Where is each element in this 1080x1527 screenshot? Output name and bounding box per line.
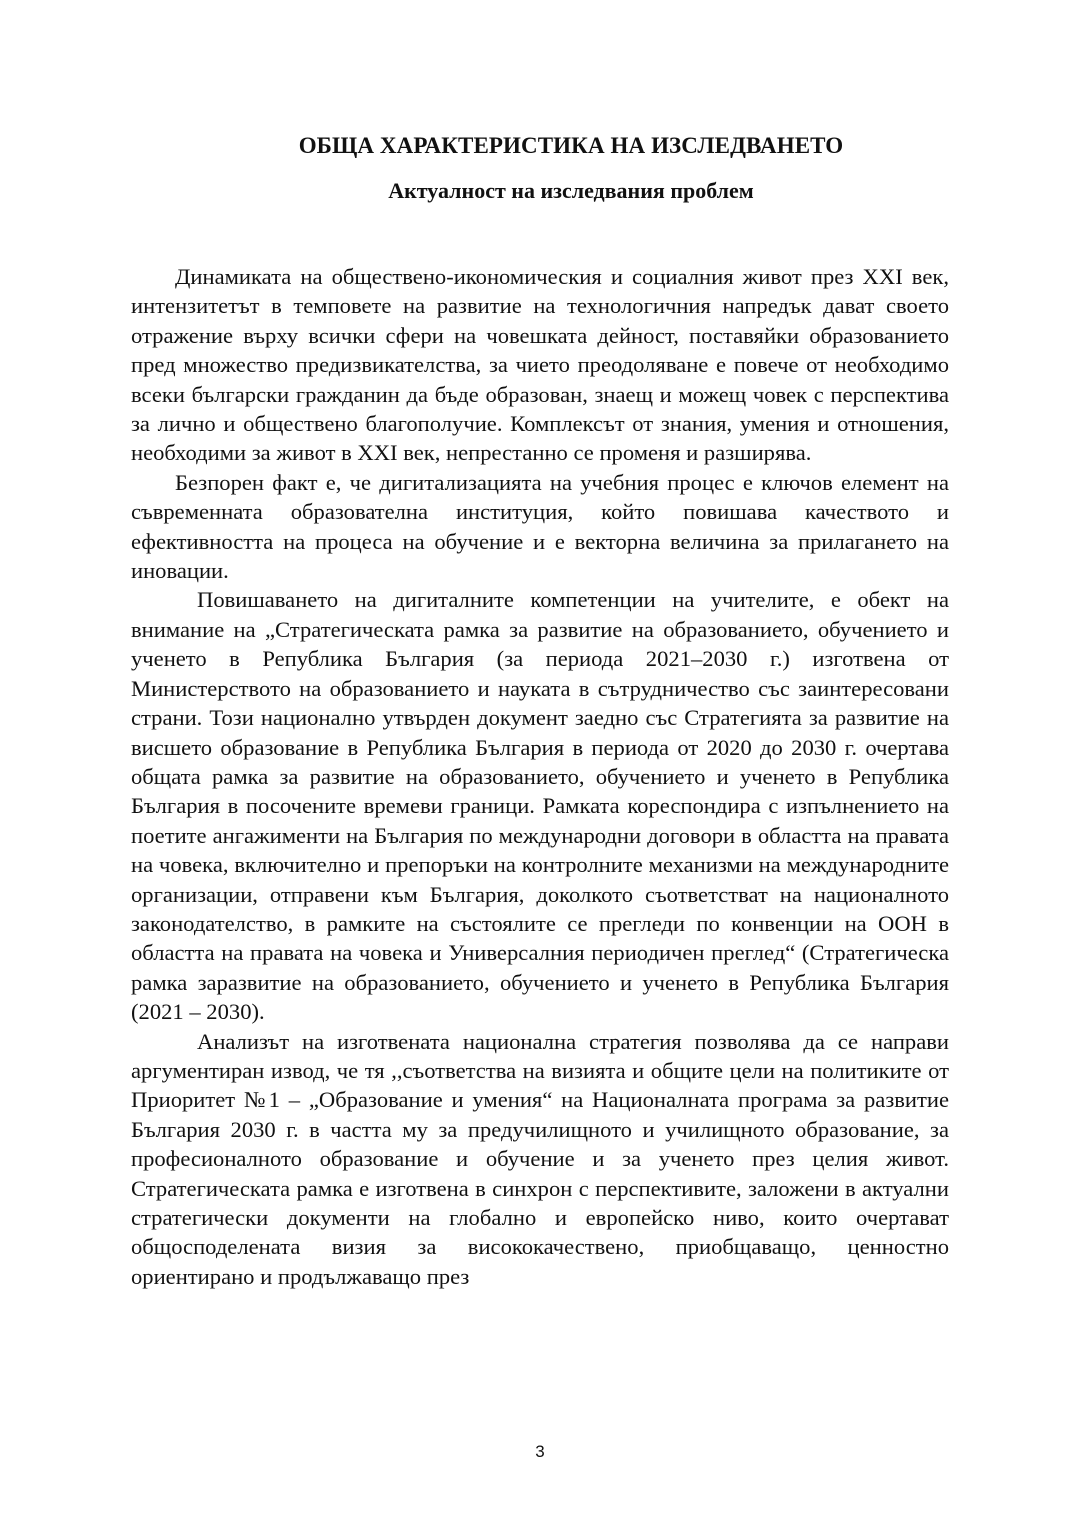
paragraph-2: Безпорен факт е, че дигитализацията на учебния процес е ключов елемент на съвременната образователна институция, който повишава качеството и ефективността на процеса на обучение и е векторна величина за прилагането на иновации. xyxy=(131,469,949,584)
body-text xyxy=(131,262,949,1291)
paragraph-4: Анализът на изготвената национална стратегия позволява да се направи аргументиран извод, че тя ,,съответства на визията и общите цели на политиките от Приоритет №1 – „Образование и умения“ на Националната програма за развитие България 2030 г. в частта му за предучилищното и училищното образование, за професионалното образование и обучение и за ученето през целия живот. Стратегическата рамка е изготвена в синхрон с перспективите, заложени в актуални стратегически документи на глобално и европейско ниво, които очертават общосподелената визия за висококачествено, приобщаващо, ценностно ориентирано и продължаващо през xyxy=(131,1028,949,1289)
paragraph-3: Повишаването на дигиталните компетенции на учителите, е обект на внимание на „Стратегическата рамка за развитие на образованието, обучението и ученето в Република България (за периода 2021–2030 г.) изготвена от Министерството на образованието и науката в сътрудничество със заинтересовани страни. Този национално утвърден документ заедно със Стратегията за развитие на висшето образование в Република България в периода от 2020 до 2030 г. очертава общата рамка за развитие на образованието, обучението и ученето в Република България в посочените времеви граници. Рамката кореспондира с изпълнението на поетите ангажименти на България по международни договори в областта на правата на човека, включително и препоръки на контролните механизми на международните организации, отправени към България, доколкото съответстват на националното законодателство, в рамките на състоялите се прегледи по конвенции на ООН в областта на правата на човека и Универсалния периодичен преглед“ (Стратегическа рамка заразвитие на образованието, обучението и ученето в Република България (2021 – 2030). xyxy=(131,587,949,1025)
section-subtitle: Актуалност на изследвания проблем xyxy=(388,178,754,203)
paragraph-1: Динамиката на обществено-икономическия и социалния живот през XXI век, интензитетът в темповете на развитие на технологичния напредък дават своето отражение върху всички сфери на човешката дейност, поставяйки образованието пред множество предизвикателства, за чието преодоляване е повече от необходимо всеки български гражданин да бъде образован, знаещ и можещ човек с перспектива за лично и обществено благополучие. Комплексът от знания, умения и отношения, необходими за живот в XXI век, непрестанно се променя и разширява. xyxy=(131,264,949,466)
page-title: ОБЩА ХАРАКТЕРИСТИКА НА ИЗСЛЕДВАНЕТО xyxy=(298,133,844,158)
page-number: 3 xyxy=(535,1442,545,1461)
